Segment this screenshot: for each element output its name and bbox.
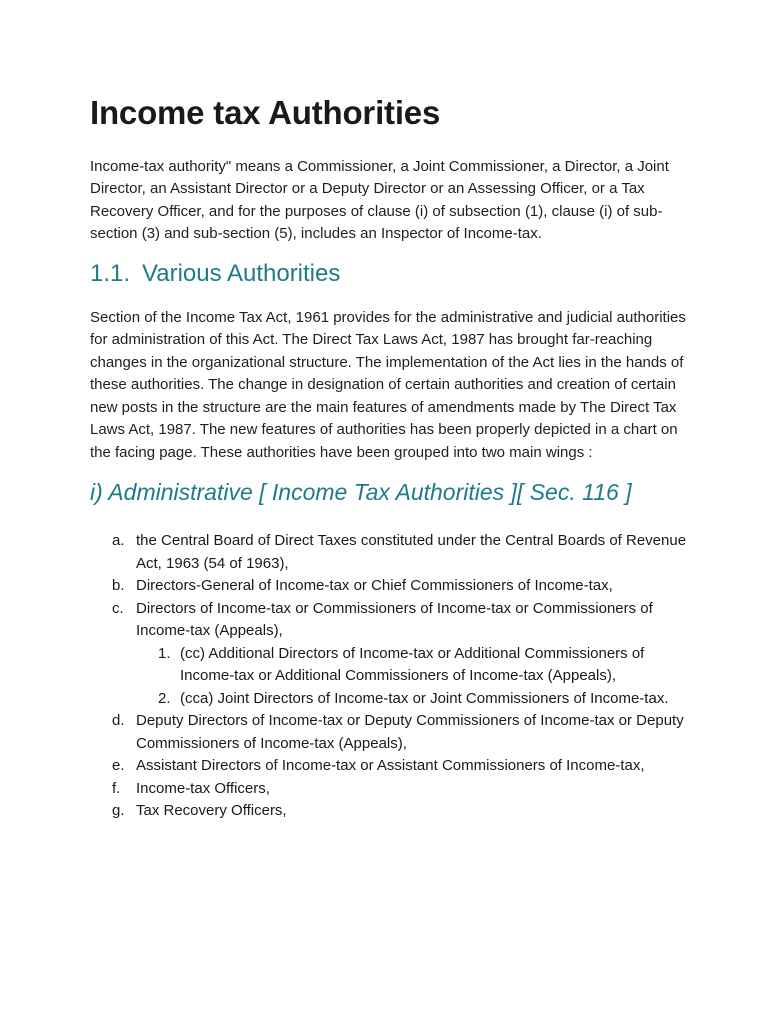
- sub-list-item: [136, 643, 688, 688]
- list-item-text: Directors-General of Income-tax or Chief Commissioners of Income-tax,: [136, 577, 613, 595]
- list-item-text: the Central Board of Direct Taxes constituted under the Central Boards of Revenue Act, 1963 (54 of 1963),: [136, 532, 687, 572]
- subsection-heading: i) Administrative [ Income Tax Authorities ][ Sec. 116 ]: [90, 479, 632, 506]
- section-paragraph: Section of the Income Tax Act, 1961 provides for the administrative and judicial authorities for administration of this Act. The Direct Tax Laws Act, 1987 has brought far-reaching changes in the organizational structure. The implementation of the Act lies in the hands of these authorities. The change in designation of certain authorities and creation of certain new posts in the structure are the main features of amendments made by The Direct Tax Laws Act, 1987. The new features of authorities has been properly depicted in a chart on the facing page. These authorities have been grouped into two main wings :: [90, 308, 686, 461]
- list-item: [90, 575, 688, 598]
- list-item: [90, 778, 688, 801]
- list-marker: g.: [112, 802, 125, 820]
- list-marker: f.: [112, 779, 121, 797]
- list-marker: a.: [112, 532, 125, 550]
- intro-paragraph: Income-tax authority" means a Commissioner, a Joint Commissioner, a Director, a Joint Director, an Assistant Director or a Deputy Director or an Assessing Officer, or a Tax Recovery Officer, and for the purposes of clause (i) of subsection (1), clause (i) of sub-section (3) and sub-section (5), includes an Inspector of Income-tax.: [90, 157, 669, 243]
- sub-list-item-text: (cca) Joint Directors of Income-tax or Joint Commissioners of Income-tax.: [180, 689, 669, 707]
- authorities-list: [90, 530, 688, 823]
- section-heading-text: Various Authorities: [142, 259, 341, 287]
- section-heading: [90, 260, 688, 289]
- list-item-text: Directors of Income-tax or Commissioners of Income-tax or Commissioners of Income-tax (Appeals),: [136, 599, 653, 640]
- sub-list-item: [136, 688, 688, 711]
- sub-list-marker: 1.: [158, 644, 171, 662]
- list-item: [90, 598, 688, 711]
- list-marker: b.: [112, 577, 125, 595]
- list-marker: d.: [112, 712, 125, 730]
- list-item: [90, 800, 688, 823]
- list-item-text: Assistant Directors of Income-tax or Assistant Commissioners of Income-tax,: [136, 757, 645, 775]
- sub-list-item-text: (cc) Additional Directors of Income-tax or Additional Commissioners of Income-tax or Additional Commissioners of Income-tax (Appeals),: [180, 644, 645, 685]
- list-item: [90, 710, 688, 755]
- list-item: [90, 755, 688, 778]
- list-marker: c.: [112, 599, 124, 617]
- list-marker: e.: [112, 757, 125, 775]
- list-item-text: Deputy Directors of Income-tax or Deputy Commissioners of Income-tax or Deputy Commissioners of Income-tax (Appeals),: [136, 712, 684, 752]
- sub-list: [136, 643, 688, 711]
- section-number: 1.1.: [90, 259, 131, 287]
- page-title: Income tax Authorities: [90, 94, 441, 131]
- list-item-text: Tax Recovery Officers,: [136, 802, 287, 820]
- list-item: [90, 530, 688, 575]
- sub-list-marker: 2.: [158, 689, 171, 707]
- list-item-text: Income-tax Officers,: [136, 779, 270, 797]
